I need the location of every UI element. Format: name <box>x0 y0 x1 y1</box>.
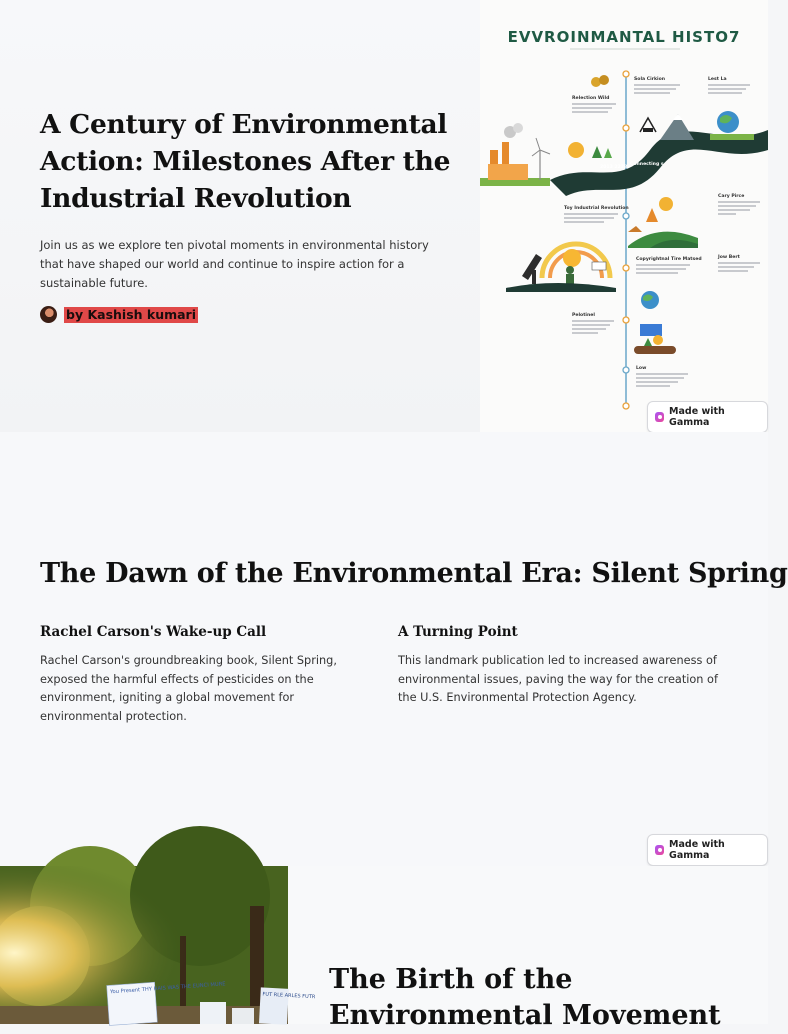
svg-text:Cary Pirce: Cary Pirce <box>718 194 745 199</box>
protest-sign-text: You Present THY HAIS WAS THE EUNCI MURE <box>109 981 226 996</box>
protest-sign-text: FUT RLE ARLES FUTR <box>262 991 316 1001</box>
cover-slide <box>0 0 768 432</box>
gamma-logo-icon <box>655 412 664 422</box>
svg-text:Low: Low <box>636 366 647 371</box>
svg-text:Relection Wild: Relection Wild <box>572 96 610 101</box>
column-right <box>398 624 728 708</box>
author-name[interactable]: by Kashish kumari <box>66 306 197 322</box>
svg-text:Lest La: Lest La <box>708 77 727 82</box>
made-with-gamma-badge[interactable]: Made with Gamma <box>647 834 768 866</box>
column-heading: Rachel Carson's Wake-up Call <box>40 624 267 640</box>
svg-text:Toy Industrial Revolution: Toy Industrial Revolution <box>564 206 629 211</box>
svg-text:Sola Cirkion: Sola Cirkion <box>634 77 666 82</box>
infographic-heading: EVVROINMANTAL HISTO7 <box>507 28 741 46</box>
protest-illustration <box>0 866 316 1024</box>
made-with-gamma-badge[interactable]: Made with Gamma <box>647 401 768 433</box>
svg-text:Connecting s: Connecting s <box>630 162 664 167</box>
column-body: This landmark publication led to increased awareness of environmental issues, paving the way for the creation of the U.S. Environmental Protection Agency. <box>398 654 718 705</box>
environmental-movement-slide <box>0 866 768 1031</box>
author-byline <box>40 306 198 323</box>
section-title: The Dawn of the Environmental Era: Silent Spring <box>40 558 788 589</box>
svg-text:Jow Bert: Jow Bert <box>718 255 740 260</box>
page-title: A Century of Environmental Action: Milestones After the Industrial Revolution <box>40 109 451 214</box>
svg-text:2013 2228: 2013 2228 <box>600 165 628 170</box>
intro-description: Join us as we explore ten pivotal moments in environmental history that have shaped our world and continue to inspire action for a sustainable future. <box>40 238 429 290</box>
section-title: The Birth of the Environmental Movement <box>329 964 721 1031</box>
infographic-illustration <box>480 0 768 432</box>
silent-spring-slide <box>0 432 788 866</box>
gamma-logo-icon <box>655 845 664 855</box>
timeline-infographic <box>480 0 768 432</box>
avatar <box>40 306 57 323</box>
protest-photo <box>0 866 316 1024</box>
svg-text:Pelotinel: Pelotinel <box>572 313 595 318</box>
svg-text:Copyrightnal Tire Matsed: Copyrightnal Tire Matsed <box>636 257 702 262</box>
column-heading: A Turning Point <box>398 624 518 640</box>
column-left <box>40 624 370 726</box>
column-body: Rachel Carson's groundbreaking book, Silent Spring, exposed the harmful effects of pesticides on the environment, igniting a global movement for environmental protection. <box>40 654 337 723</box>
